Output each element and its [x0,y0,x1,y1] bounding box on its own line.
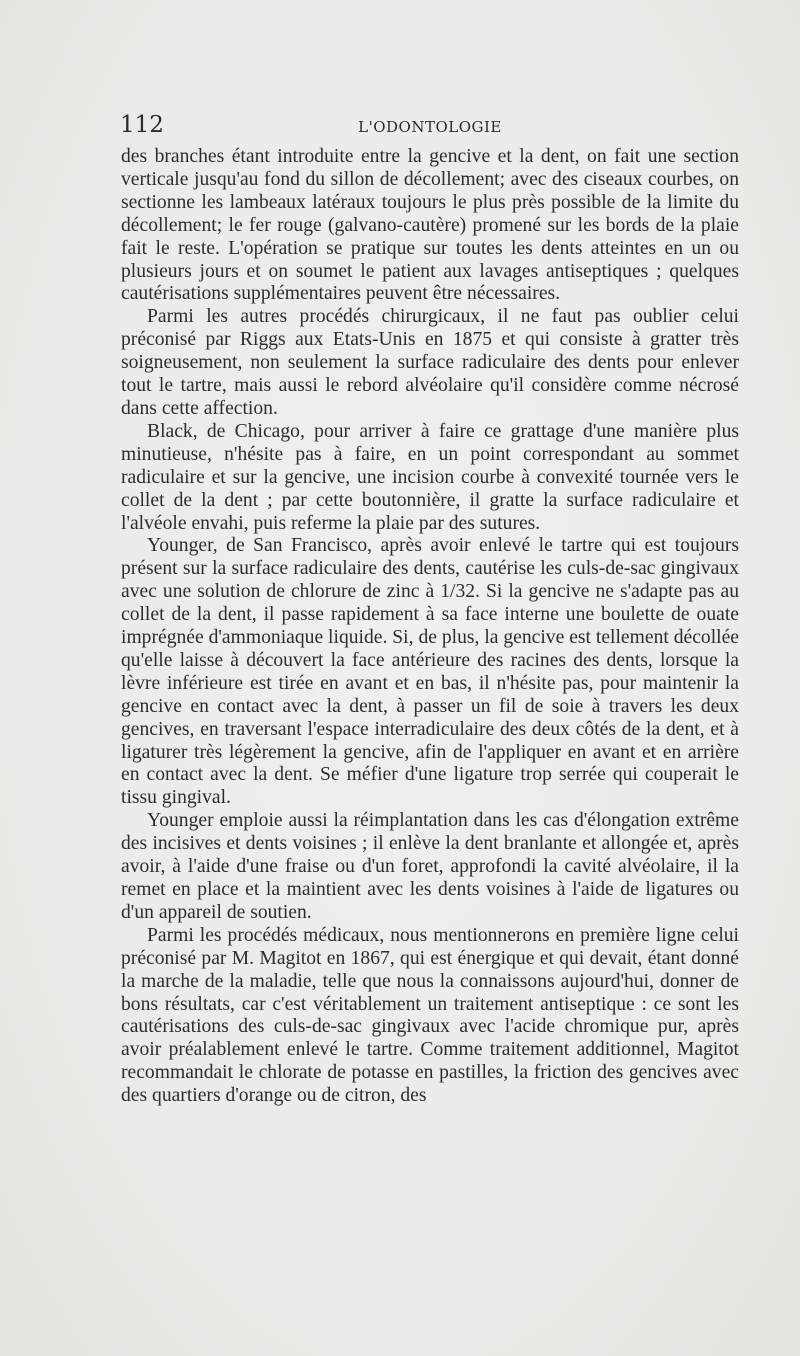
paragraph-riggs: Parmi les autres procédés chirurgicaux, il ne faut pas oublier celui préconisé par Riggs aux Etats-Unis en 1875 et qui consiste à gratter très soigneusement, non seulement la surface radiculaire des dents pour enlever tout le tartre, mais aussi le rebord alvéolaire qu'il considère comme nécrosé dans cette affection. [121,306,739,419]
page-header [120,112,740,142]
paragraph-younger: Younger, de San Francisco, après avoir enlevé le tartre qui est toujours présent sur la surface radiculaire des dents, cautérise les culs-de-sac gingivaux avec une solution de chlorure de zinc à 1/32. Si la gencive ne s'adapte pas au collet de la dent, il passe rapidement à sa face interne une boulette de ouate imprégnée d'ammoniaque liquide. Si, de plus, la gencive est tellement décollée qu'elle laisse à découvert la face antérieure des racines des dents, lorsque la lèvre inférieure est tirée en avant et en bas, il n'hésite pas, pour maintenir la gencive en contact avec la dent, à passer un fil de soie à travers les deux gencives, en traversant l'espace interradiculaire des deux côtés de la dent, et à ligaturer très légèrement la gencive, afin de l'appliquer en avant et en arrière en contact avec la dent. Se méfier d'une ligature trop serrée qui couperait le tissu gingival. [121,535,739,809]
paragraph-continuation: des branches étant introduite entre la gencive et la dent, on fait une section verticale jusqu'au fond du sillon de décollement; avec des ciseaux courbes, on sectionne les lambeaux latéraux toujours le plus près possible de la limite du décollement; le fer rouge (galvano-cautère) promené sur les bords de la plaie fait le reste. L'opération se pratique sur toutes les dents atteintes en un ou plusieurs jours et on soumet le patient aux lavages antiseptiques ; quelques cautérisations supplémentaires peuvent être nécessaires. [121,146,739,305]
paragraph-younger-reimplantation: Younger emploie aussi la réimplantation dans les cas d'élongation extrême des incisives et dents voisines ; il enlève la dent branlante et allongée et, après avoir, à l'aide d'une fraise ou d'un foret, approfondi la cavité alvéolaire, il la remet en place et la maintient avec les dents voisines à l'aide de ligatures ou d'un appareil de soutien. [121,810,739,923]
body-text [121,146,739,1108]
page-number: 112 [120,112,164,138]
paragraph-magitot: Parmi les procédés médicaux, nous mentionnerons en première ligne celui préconisé par M. Magitot en 1867, qui est énergique et qui devait, étant donné la marche de la maladie, telle que nous la connaissons aujourd'hui, donner de bons résultats, car c'est véritablement un traitement antiseptique : ce sont les cautérisations des culs-de-sac gingivaux avec l'acide chromique pur, après avoir préalablement enlevé le tartre. Comme traitement additionnel, Magitot recommandait le chlorate de potasse en pastilles, la friction des gencives avec des quartiers d'orange ou de citron, des [121,924,739,1107]
paragraph-black: Black, de Chicago, pour arriver à faire ce grattage d'une manière plus minutieuse, n'hésite pas à faire, en un point correspondant au sommet radiculaire et sur la gencive, une incision courbe à convexité tournée vers le collet de la dent ; par cette boutonnière, il gratte la surface radiculaire et l'alvéole envahi, puis referme la plaie par des sutures. [121,420,739,534]
running-title: L'ODONTOLOGIE [358,118,502,136]
